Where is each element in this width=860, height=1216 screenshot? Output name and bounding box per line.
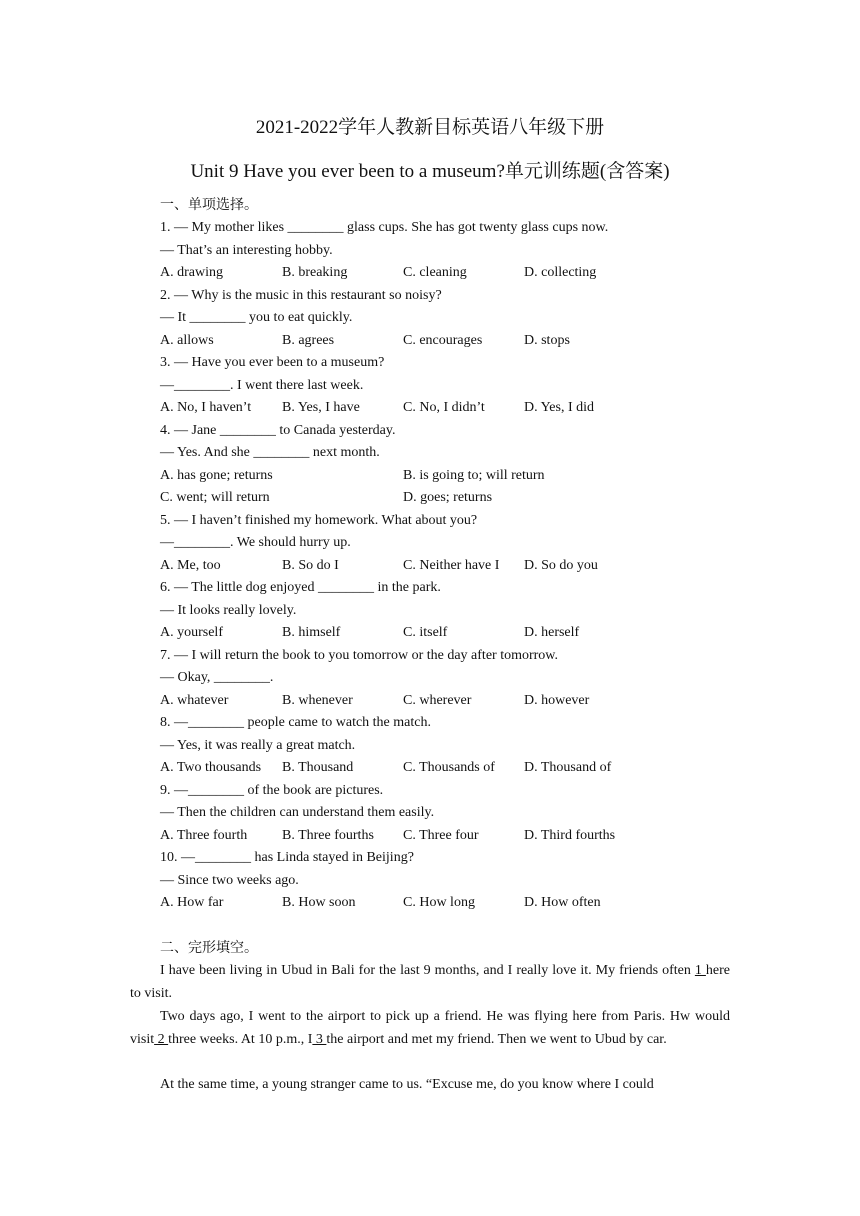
answer-option[interactable]: C. No, I didn’t — [403, 400, 485, 415]
answer-option[interactable]: D. however — [524, 692, 590, 708]
answer-option[interactable]: A. allows — [160, 332, 214, 348]
answer-option[interactable]: D. herself — [524, 625, 580, 640]
answer-option[interactable]: B. Thousand — [282, 760, 354, 775]
question-response: — Okay, ________. — [160, 670, 274, 685]
question-stem: 9. —________ of the book are pictures. — [160, 782, 384, 798]
question-stem: 1. — My mother likes ________ glass cups. She has got twenty glass cups now. — [160, 220, 609, 235]
answer-option[interactable]: A. whatever — [160, 692, 229, 708]
cloze-paragraph-1: I have been living in Ubud in Bali for the last 9 months, and I really love it. My friends often 1 here to visit. — [130, 963, 730, 1001]
document-title: 2021-2022学年人教新目标英语八年级下册 — [255, 117, 605, 138]
question-response: — Then the children can understand them easily. — [160, 805, 435, 820]
question-response: — Since two weeks ago. — [160, 872, 299, 888]
answer-option[interactable]: A. Two thousands — [160, 760, 262, 775]
question-stem: 8. —________ people came to watch the match. — [160, 715, 431, 730]
question-stem: 2. — Why is the music in this restaurant so noisy? — [160, 287, 442, 303]
answer-option[interactable]: D. goes; returns — [403, 490, 493, 505]
question-response: — It looks really lovely. — [160, 602, 297, 618]
answer-option[interactable]: A. drawing — [160, 265, 223, 280]
question-stem: 7. — I will return the book to you tomorrow or the day after tomorrow. — [160, 647, 559, 663]
answer-option[interactable]: D. How often — [524, 895, 601, 910]
answer-option[interactable]: D. Yes, I did — [524, 400, 595, 415]
answer-option[interactable]: B. whenever — [282, 692, 353, 708]
cloze-paragraph-2: Two days ago, I went to the airport to pick up a friend. He was flying here from Paris. Hw would visit 2 three weeks. At 10 p.m., I 3 the airport and met my friend. Then we went to Ubud by car. — [130, 1009, 730, 1047]
question-response: — Yes. And she ________ next month. — [160, 445, 380, 460]
answer-option[interactable]: C. Three four — [403, 827, 479, 843]
question-response: — It ________ you to eat quickly. — [160, 310, 353, 325]
question-stem: 10. —________ has Linda stayed in Beijing? — [160, 850, 414, 865]
answer-option[interactable]: B. himself — [282, 625, 341, 640]
answer-option[interactable]: C. Thousands of — [403, 760, 495, 775]
answer-option[interactable]: D. Thousand of — [524, 760, 612, 775]
document-subtitle: Unit 9 Have you ever been to a museum?单元训练题(含答案) — [190, 161, 670, 182]
answer-option[interactable]: B. is going to; will return — [403, 467, 545, 483]
answer-option[interactable]: B. So do I — [282, 557, 339, 573]
section-heading-multiple-choice: 一、单项选择。 — [160, 198, 258, 213]
answer-option[interactable]: D. So do you — [524, 557, 598, 573]
question-response: —________. I went there last week. — [160, 377, 364, 393]
answer-option[interactable]: A. has gone; returns — [160, 467, 273, 483]
answer-option[interactable]: C. went; will return — [160, 490, 270, 505]
answer-option[interactable]: C. wherever — [403, 692, 472, 708]
question-stem: 4. — Jane ________ to Canada yesterday. — [160, 422, 396, 438]
blank-2[interactable]: 2 — [154, 1031, 169, 1047]
answer-option[interactable]: D. stops — [524, 332, 570, 348]
question-stem: 5. — I haven’t finished my homework. What about you? — [160, 512, 478, 528]
question-response: —________. We should hurry up. — [160, 535, 351, 550]
answer-option[interactable]: B. agrees — [282, 332, 335, 348]
answer-option[interactable]: D. collecting — [524, 265, 597, 280]
answer-option[interactable]: B. Yes, I have — [282, 400, 360, 415]
blank-1[interactable]: 1 — [694, 963, 706, 978]
answer-option[interactable]: B. Three fourths — [282, 827, 374, 843]
answer-option[interactable]: A. Me, too — [160, 557, 221, 573]
answer-option[interactable]: C. itself — [403, 625, 448, 640]
question-stem: 6. — The little dog enjoyed ________ in the park. — [160, 580, 441, 595]
cloze-paragraph-3: At the same time, a young stranger came to us. “Excuse me, do you know where I could — [160, 1077, 654, 1092]
blank-3[interactable]: 3 — [312, 1031, 327, 1047]
section-heading-cloze: 二、完形填空。 — [160, 941, 258, 956]
answer-option[interactable]: A. Three fourth — [160, 827, 248, 843]
answer-option[interactable]: A. yourself — [160, 625, 223, 640]
question-stem: 3. — Have you ever been to a museum? — [160, 355, 385, 370]
answer-option[interactable]: C. Neither have I — [403, 557, 500, 573]
answer-option[interactable]: B. breaking — [282, 265, 348, 280]
answer-option[interactable]: A. How far — [160, 895, 224, 910]
answer-option[interactable]: C. encourages — [403, 332, 483, 348]
answer-option[interactable]: C. cleaning — [403, 265, 467, 280]
answer-option[interactable]: D. Third fourths — [524, 827, 616, 843]
answer-option[interactable]: C. How long — [403, 895, 475, 910]
answer-option[interactable]: A. No, I haven’t — [160, 400, 252, 415]
answer-option[interactable]: B. How soon — [282, 895, 356, 910]
question-response: — Yes, it was really a great match. — [160, 737, 356, 753]
question-response: — That’s an interesting hobby. — [160, 242, 333, 258]
